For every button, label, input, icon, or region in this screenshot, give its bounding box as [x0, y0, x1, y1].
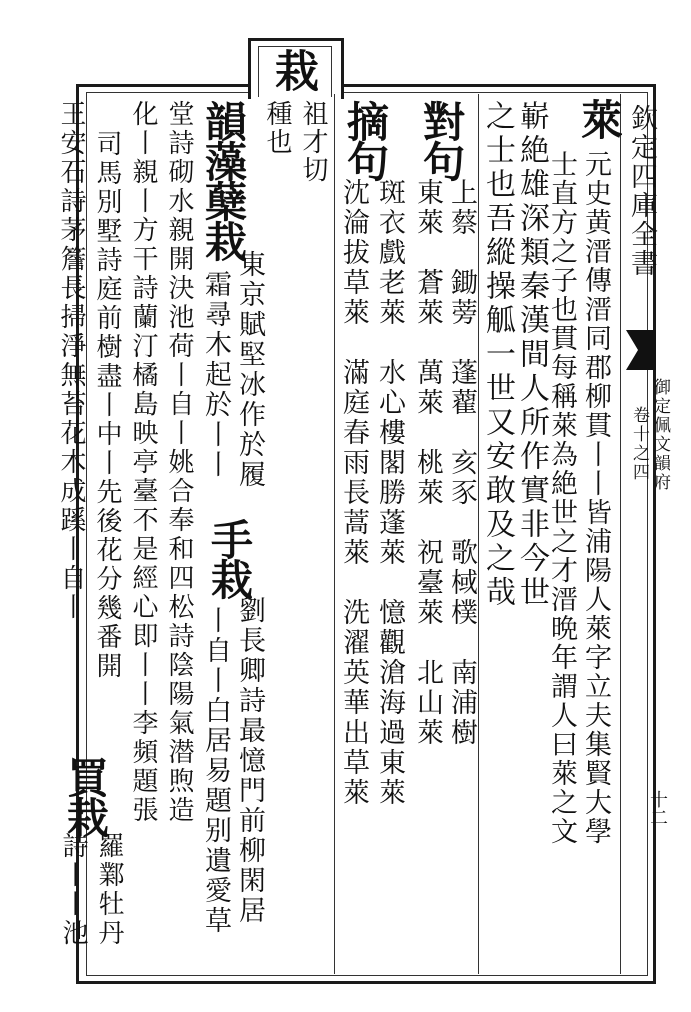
- column-rule: [478, 94, 479, 974]
- section-heading-dui-ju: 對句: [417, 100, 466, 180]
- text-column: 東萊 蒼萊 萬萊 桃萊 祝臺萊 北山萊: [412, 178, 443, 748]
- text-column: 詩丨丨池: [58, 832, 88, 948]
- section-heading-yun-zao: 韻藻: [199, 100, 248, 180]
- entry-heading: 買栽: [61, 756, 110, 836]
- entry-heading: 蘖栽: [199, 180, 248, 260]
- column-rule: [334, 94, 335, 974]
- text-column: 之士也吾縱操觚一世又安敢及之哉: [480, 100, 515, 610]
- text-column: 沈淪拔草萊 滿庭春雨長蒿萊 洗濯英華出草萊: [338, 178, 369, 808]
- text-column: 化丨親丨方干詩蘭汀橘島映亭臺不是經心即丨丨李頻題張: [128, 100, 158, 825]
- text-column: 東京賦堅冰作於履: [234, 250, 265, 490]
- section-title: 御定佩文韻府: [650, 378, 670, 492]
- pronunciation-note: 祖才切: [298, 100, 328, 184]
- section-heading-zhai-ju: 摘句: [341, 100, 390, 180]
- entry-heading: 萊: [575, 98, 624, 138]
- head-character: 栽: [267, 48, 318, 90]
- text-column: 羅鄴牡丹: [94, 832, 124, 948]
- text-column: 上蔡 鋤蒡 蓬藋 亥豕 歌棫樸 南浦樹: [446, 178, 477, 748]
- entry-heading: 手栽: [205, 518, 254, 598]
- text-column: 士直方之子也貫每稱萊為絶世之才溍晩年謂人曰萊之文: [546, 150, 577, 846]
- book-title: 欽定四庫全書: [626, 104, 657, 278]
- text-column: 霜尋木起於丨丨: [200, 270, 231, 480]
- text-column: [575, 98, 624, 138]
- text-column: 王安石詩茅簷長掃淨無苔花木成蹊丨自丨: [56, 100, 86, 622]
- volume-label: 卷十之四: [629, 406, 649, 482]
- text-column: 丨自丨白居易題别遺愛草: [200, 606, 231, 936]
- page-number: 十二: [647, 790, 668, 826]
- text-column: 元史黄溍傳溍同郡柳貫丨丨皆浦陽人萊字立夫集賢大學: [580, 150, 611, 846]
- column-rule: [620, 94, 621, 974]
- definition-text: 種也: [262, 100, 292, 156]
- text-column: 嶄絶雄深類秦漢間人所作實非今世: [514, 100, 549, 610]
- text-column: 劉長卿詩最憶門前柳閑居: [234, 596, 265, 926]
- text-column: 斑衣戲老萊 水心樓閣勝蓬萊 憶觀滄海過東萊: [374, 178, 405, 808]
- text-column: 堂詩砌水親開決池荷丨自丨姚合奉和四松詩陰陽氣潜煦造: [164, 100, 194, 825]
- text-column: 司馬別墅詩庭前樹盡丨中丨先後花分幾番開: [92, 130, 122, 681]
